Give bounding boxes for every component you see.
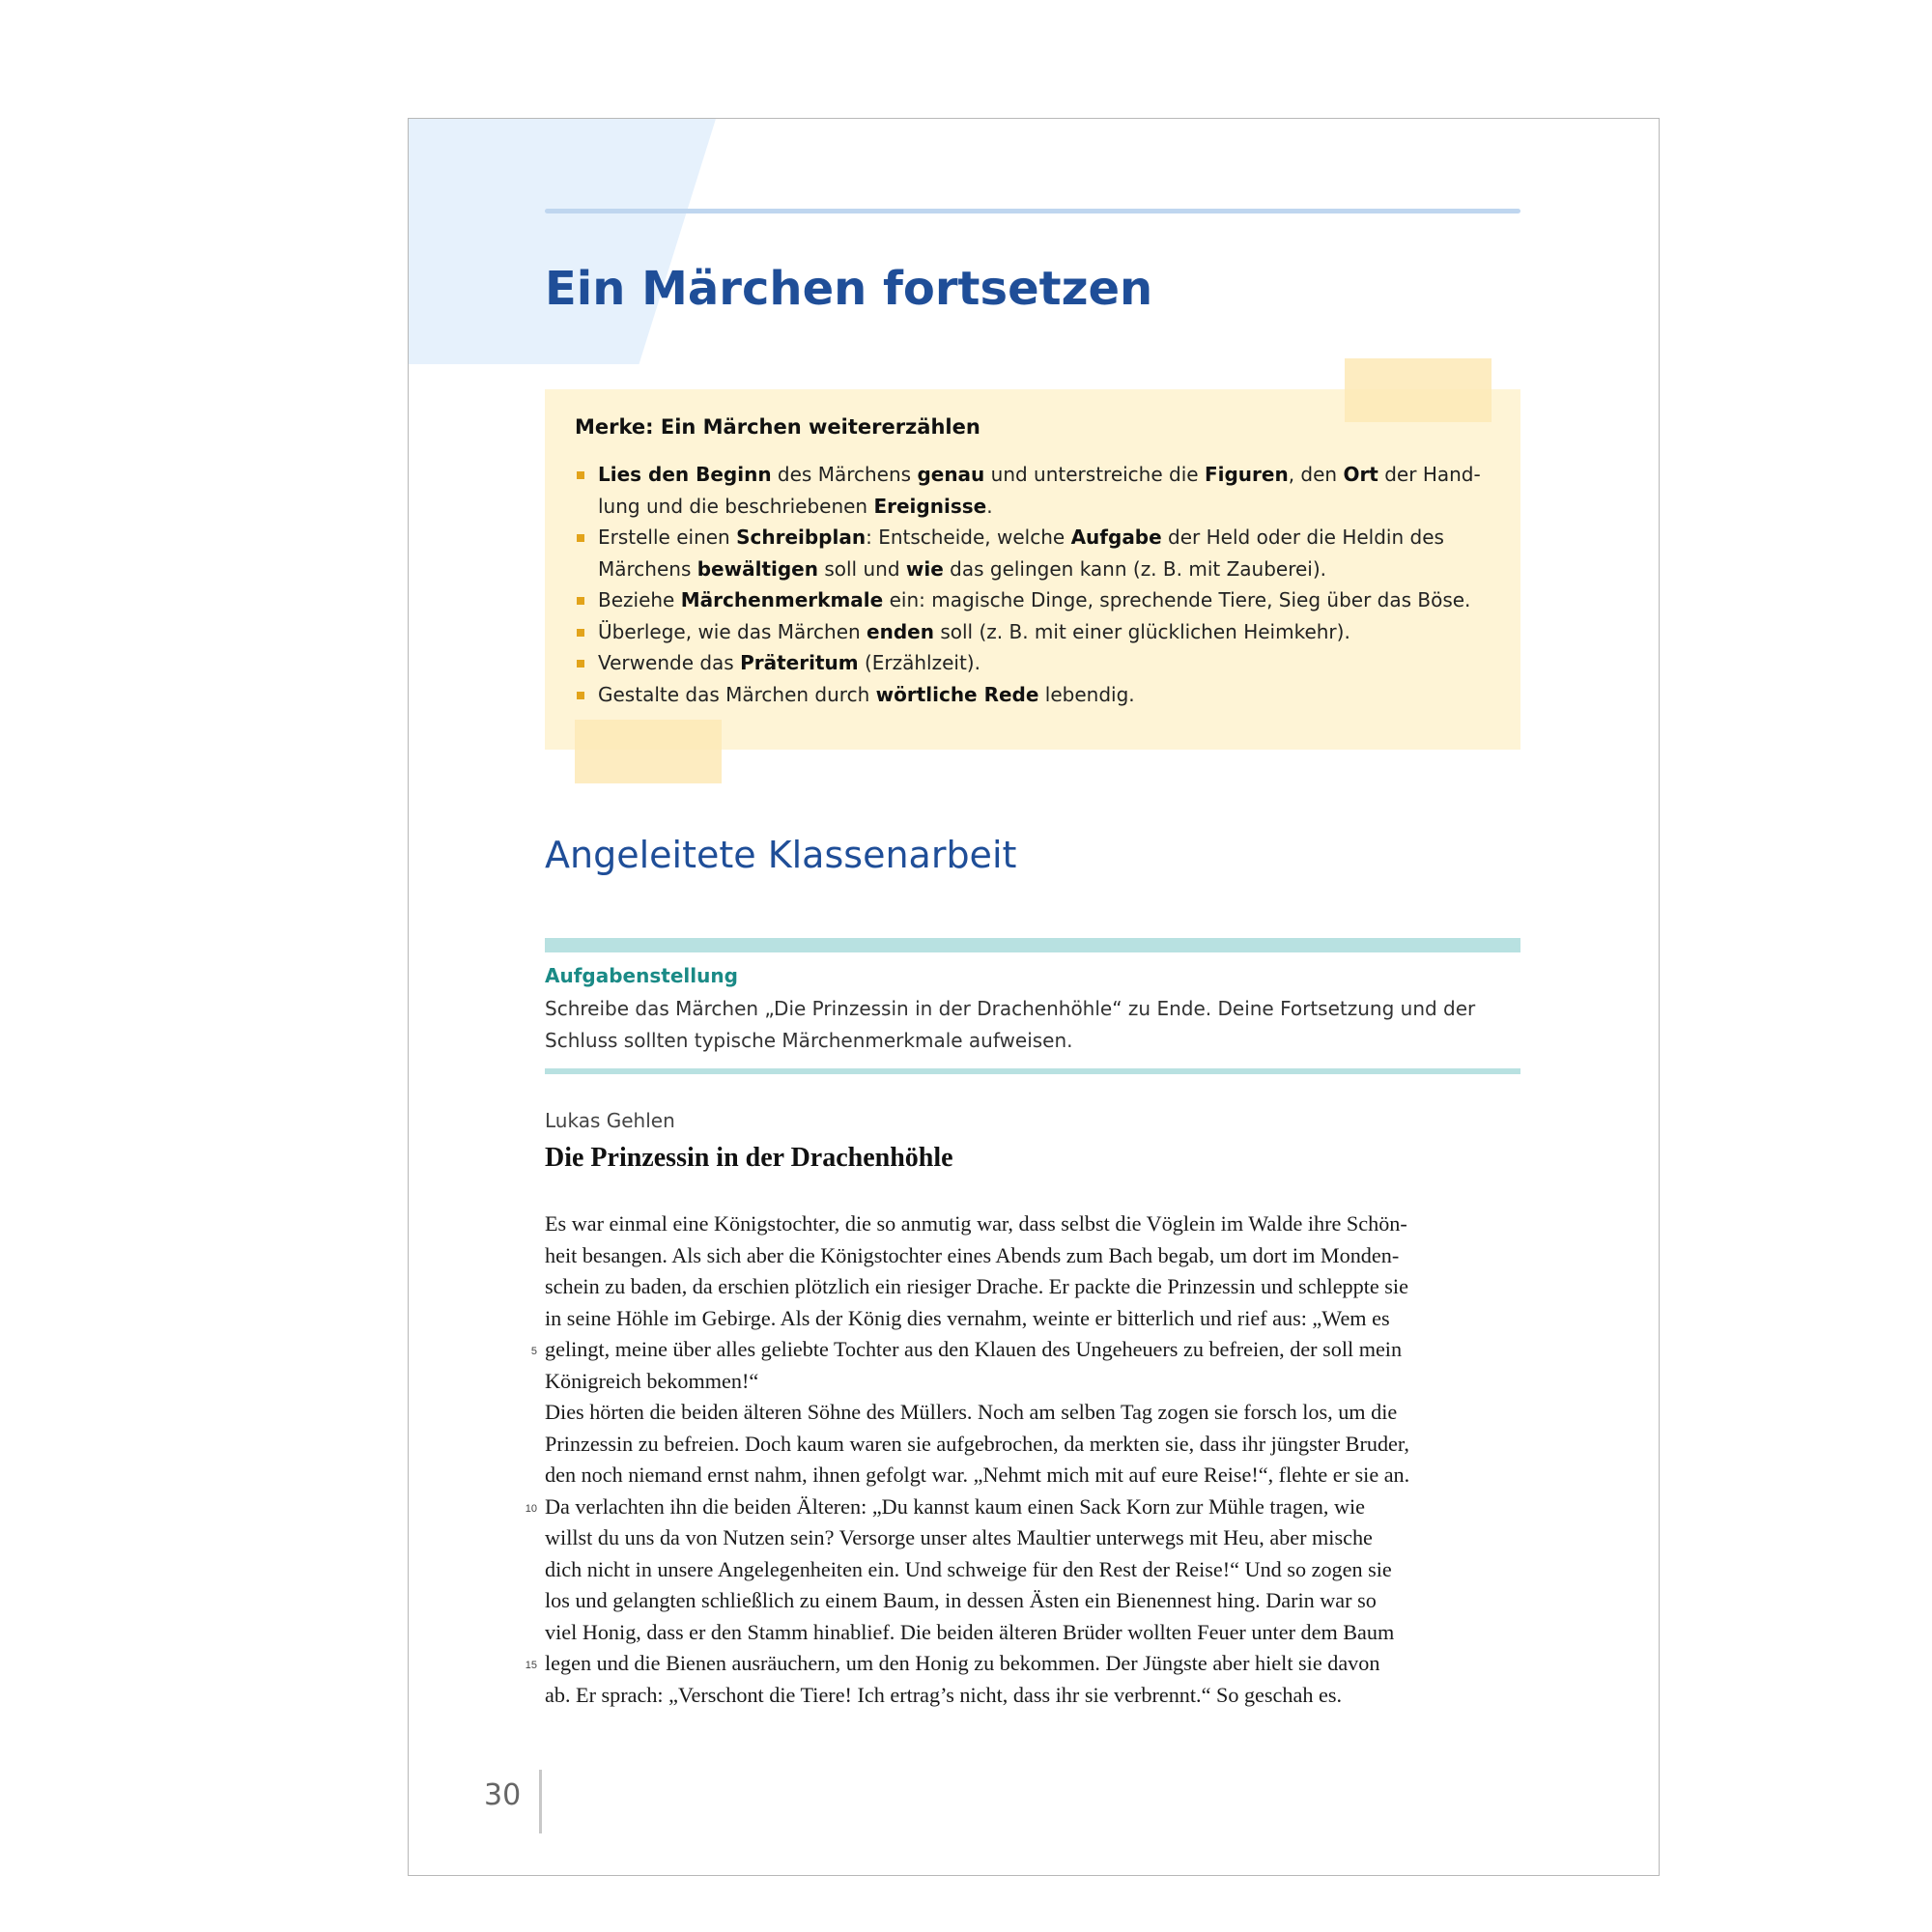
decorative-corner-shape xyxy=(409,119,716,364)
story-line: den noch niemand ernst nahm, ihnen gefolgt war. „Nehmt mich mit auf eure Reise!“, flehte er sie an. xyxy=(545,1463,1410,1487)
story-line: Königreich bekommen!“ xyxy=(545,1368,759,1393)
story-line: 15 legen und die Bienen ausräuchern, um den Honig zu bekommen. Der Jüngste aber hielt sie davon xyxy=(545,1648,1530,1680)
story-line: Es war einmal eine Königstochter, die so anmutig war, dass selbst die Vöglein im Walde ihre Schön- xyxy=(545,1211,1407,1236)
story-line: schein zu baden, da erschien plötzlich ein riesiger Drache. Er packte die Prinzessin und schleppte sie xyxy=(545,1274,1408,1298)
section-title: Angeleitete Klassenarbeit xyxy=(545,834,1017,876)
story-line: willst du uns da von Nutzen sein? Versorge unser altes Maultier unterwegs mit Heu, aber mische xyxy=(545,1525,1373,1549)
story-text xyxy=(525,1208,1530,1711)
line-number: 15 xyxy=(525,1660,537,1671)
page-number: 30 xyxy=(484,1778,522,1812)
page-title: Ein Märchen fortsetzen xyxy=(545,262,1153,316)
story-line: heit besangen. Als sich aber die Königstochter eines Abends zum Bach begab, um dort im Monden- xyxy=(545,1242,1400,1267)
story-line: 10 Da verlachten ihn die beiden Älteren: „Du kannst kaum einen Sack Korn zur Mühle tragen, wie xyxy=(545,1492,1530,1523)
merke-heading: Merke: Ein Märchen weitererzählen xyxy=(575,415,980,439)
task-label: Aufgabenstellung xyxy=(545,964,738,987)
merke-item: Erstelle einen Schreibplan: Entscheide, welche Aufgabe der Held oder die Heldin des Märchens bewältigen soll und wie das gelingen kann (z. B. mit Zauberei). xyxy=(575,522,1488,584)
story-line: dich nicht in unsere Angelegenheiten ein. Und schweige für den Rest der Reise!“ Und so zogen sie xyxy=(545,1556,1392,1581)
merke-item: Lies den Beginn des Märchens genau und unterstreiche die Figuren, den Ort der Hand- lung und die beschriebenen Ereignisse. xyxy=(575,459,1488,522)
merke-item: Beziehe Märchenmerkmale ein: magische Dinge, sprechende Tiere, Sieg über das Böse. xyxy=(575,584,1488,616)
merke-item: Überlege, wie das Märchen enden soll (z. B. mit einer glücklichen Heimkehr). xyxy=(575,616,1488,648)
tape-decoration-top xyxy=(1345,358,1492,422)
story-line: Prinzessin zu befreien. Doch kaum waren sie aufgebrochen, da merkten sie, dass ihr jüngster Bruder, xyxy=(545,1431,1409,1456)
line-number: 10 xyxy=(525,1502,537,1515)
merke-list xyxy=(575,459,1488,710)
story-author: Lukas Gehlen xyxy=(545,1109,675,1132)
line-number: 5 xyxy=(530,1346,537,1357)
top-divider xyxy=(545,209,1520,213)
story-title: Die Prinzessin in der Drachenhöhle xyxy=(545,1143,953,1173)
merke-item: Verwende das Präteritum (Erzählzeit). xyxy=(575,647,1488,679)
task-text: Schreibe das Märchen „Die Prinzessin in der Drachenhöhle“ zu Ende. Deine Fortsetzung und der Schluss sollten typische Märchenmerkmale aufweisen. xyxy=(545,997,1476,1052)
story-line: viel Honig, dass er den Stamm hinablief. Die beiden älteren Brüder wollten Feuer unter dem Baum xyxy=(545,1619,1395,1644)
tape-decoration-bottom xyxy=(575,720,722,783)
story-line: los und gelangten schließlich zu einem Baum, in dessen Ästen ein Bienennest hing. Darin war so xyxy=(545,1588,1377,1612)
story-line: ab. Er sprach: „Verschont die Tiere! Ich ertrag’s nicht, dass ihr sie verbrennt.“ So geschah es. xyxy=(545,1682,1342,1707)
story-line: 5 gelingt, meine über alles geliebte Tochter aus den Klauen des Ungeheuers zu befreien, der soll mein xyxy=(545,1334,1530,1366)
story-line: in seine Höhle im Gebirge. Als der König dies vernahm, weinte er bitterlich und rief aus: „Wem es xyxy=(545,1305,1390,1330)
page-number-divider xyxy=(539,1770,542,1833)
merke-item: Gestalte das Märchen durch wörtliche Rede lebendig. xyxy=(575,679,1488,711)
task-divider-top xyxy=(545,938,1520,952)
story-line: Dies hörten die beiden älteren Söhne des Müllers. Noch am selben Tag zogen sie forsch los, um die xyxy=(545,1400,1398,1424)
document-page xyxy=(408,118,1660,1876)
task-divider-bottom xyxy=(545,1068,1520,1074)
